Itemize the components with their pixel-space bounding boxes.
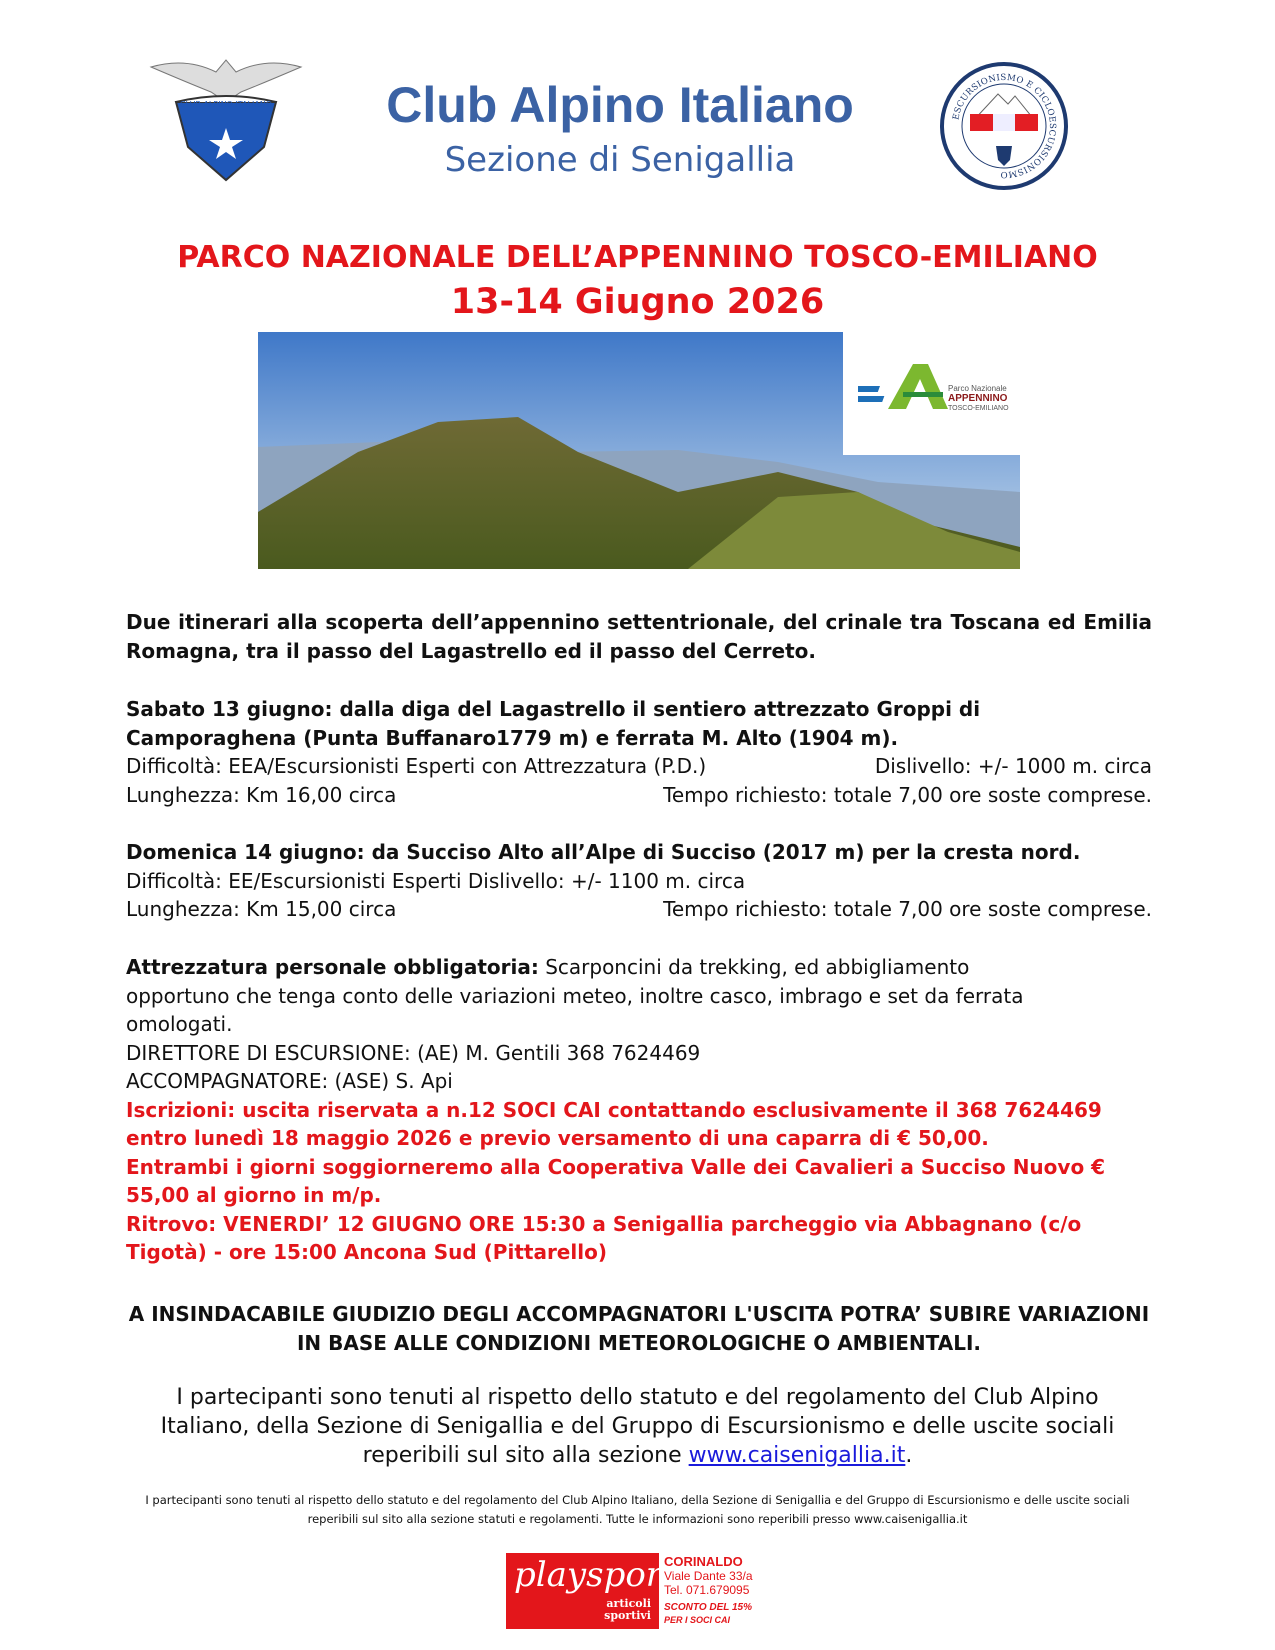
- equipment-label: Attrezzatura personale obbligatoria:: [126, 955, 539, 979]
- footnote: I partecipanti sono tenuti al rispetto dello statuto e del regolamento del Club Alpino Italiano, della Sezione di Senigallia e del Gruppo di Escursionismo e delle uscite sociali reperibili sul sito alla sezione statuti e regolamenti. Tutte le informazioni sono reperibili presso www.caisenigallia.it: [145, 1493, 1130, 1526]
- escursionismo-logo: [938, 60, 1070, 192]
- sponsor-address: Viale Dante 33/a: [664, 1569, 753, 1583]
- playsport-tagline2: sportivi: [604, 1609, 651, 1622]
- day2-time: Tempo richiesto: totale 7,00 ore soste comprese.: [663, 897, 1152, 921]
- equipment-text: Scarponcini da trekking, ed abbigliamento opportuno che tenga conto delle variazioni meteo, inoltre casco, imbrago e set da ferrata omologati.: [126, 955, 1024, 1036]
- rules-body: I partecipanti sono tenuti al rispetto dello statuto e del regolamento del Club Alpino Italiano, della Sezione di Senigallia e del Gruppo di Escursionismo e delle uscite sociali reperibili sul sito alla sezione: [160, 1385, 1115, 1468]
- cai-logo: [146, 52, 306, 182]
- day1-elevation: Dislivello: +/- 1000 m. circa: [874, 754, 1152, 778]
- intro-text: Due itinerari alla scoperta dell’appennino settentrionale, del crinale tra Toscana ed Emilia Romagna, tra il passo del Lagastrello ed il passo del Cerreto.: [126, 610, 1152, 663]
- rules-end: .: [905, 1443, 913, 1468]
- park-logo-line1: Parco Nazionale: [948, 384, 1007, 393]
- day1-length: Lunghezza: Km 16,00 circa: [126, 782, 397, 807]
- sponsor-city: CORINALDO: [664, 1554, 743, 1569]
- sponsor-discount: SCONTO DEL 15%: [664, 1602, 752, 1613]
- playsport-brand: playsport: [514, 1555, 676, 1595]
- day2-section: [126, 838, 1152, 924]
- park-logo-line2: APPENNINO: [948, 393, 1008, 404]
- header-title: Club Alpino Italiano: [386, 77, 854, 133]
- playsport-tagline1: articoli: [606, 1597, 651, 1610]
- weather-warning: A INSINDACABILE GIUDIZIO DEGLI ACCOMPAGNATORI L'USCITA POTRA’ SUBIRE VARIAZIONI IN BASE ALLE CONDIZIONI METEOROLOGICHE O AMBIENTALI.: [128, 1302, 1150, 1355]
- day2-difficulty: Difficoltà: EE/Escursionisti Esperti Dislivello: +/- 1100 m. circa: [126, 868, 746, 893]
- escursionismo-logo-text: ESCURSIONISMO E CICLOESCURSIONISMO: [951, 72, 1058, 180]
- website-link[interactable]: www.caisenigallia.it: [688, 1443, 906, 1468]
- day2-length: Lunghezza: Km 15,00 circa: [126, 897, 397, 921]
- day1-title: Sabato 13 giugno: dalla diga del Lagastrello il sentiero attrezzato Groppi di Camporaghena (Punta Buffanaro1779 m) e ferrata M. Alto (1904 m).: [126, 697, 981, 750]
- event-title: PARCO NAZIONALE DELL’APPENNINO TOSCO-EMILIANO: [177, 240, 1098, 275]
- day1-time: Tempo richiesto: totale 7,00 ore soste comprese.: [663, 782, 1152, 807]
- event-date: 13-14 Giugno 2026: [450, 282, 825, 322]
- cai-logo-text: CLUB ALPINO ITALIANO: [179, 100, 273, 109]
- day1-section: [126, 695, 1152, 809]
- lodging: Entrambi i giorni soggiorneremo alla Cooperativa Valle dei Cavalieri a Succiso Nuovo € 55,00 al giorno in m/p.: [126, 1154, 1106, 1207]
- registration: Iscrizioni: uscita riservata a n.12 SOCI CAI contattando esclusivamente il 368 7624469 entro lunedì 18 maggio 2026 e previo versamento di una caparra di € 50,00.: [126, 1097, 1102, 1150]
- sponsor-discount-members: PER I SOCI CAI: [664, 1615, 731, 1625]
- director: DIRETTORE DI ESCURSIONE: (AE) M. Gentili 368 7624469: [126, 1040, 701, 1065]
- meeting: Ritrovo: VENERDI’ 12 GIUGNO ORE 15:30 a Senigallia parcheggio via Abbagnano (c/o Tigotà) - ore 15:00 Ancona Sud (Pittarello): [126, 1211, 1082, 1264]
- sponsor-phone: Tel. 071.679095: [664, 1583, 750, 1597]
- playsport-logo: [506, 1553, 676, 1629]
- park-logo-line3: TOSCO-EMILIANO: [948, 405, 1009, 412]
- header-subtitle: Sezione di Senigallia: [444, 140, 796, 180]
- sponsor-banner: [506, 1553, 772, 1629]
- day1-difficulty: Difficoltà: EEA/Escursionisti Esperti con Attrezzatura (P.D.): [126, 754, 707, 778]
- day2-title: Domenica 14 giugno: da Succiso Alto all’Alpe di Succiso (2017 m) per la cresta nord.: [126, 840, 1081, 864]
- companion: ACCOMPAGNATORE: (ASE) S. Api: [126, 1069, 453, 1093]
- park-logo: [843, 332, 1020, 455]
- details-section: [126, 953, 1152, 1267]
- rules-text: [150, 1383, 1125, 1470]
